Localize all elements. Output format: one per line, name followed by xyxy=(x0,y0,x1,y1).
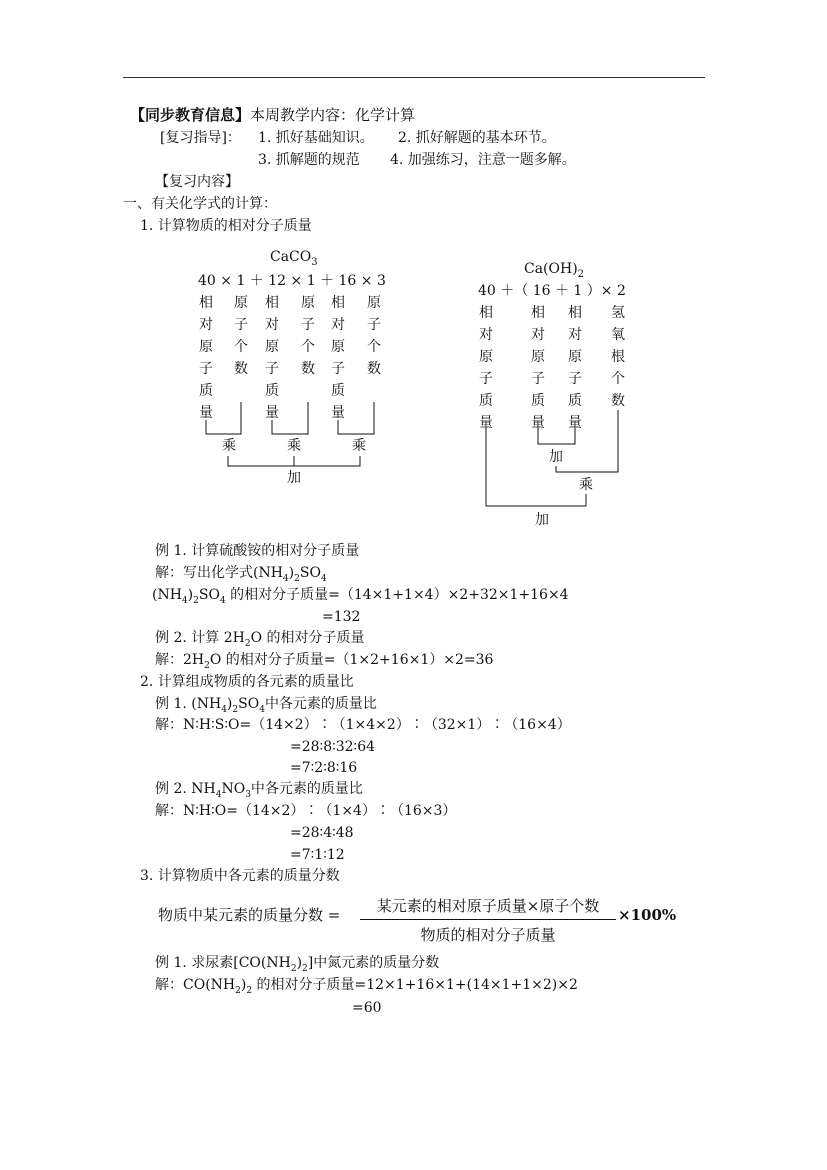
guide-item-3: 3. 抓解题的规范 xyxy=(258,152,360,168)
example-1-result: =132 xyxy=(322,609,361,625)
d1-col-5: 相 对 原 子 质 量 xyxy=(331,295,345,421)
formula-lhs: 物质中某元素的质量分数 = xyxy=(158,906,341,924)
d1-col-4: 原 子 个 数 xyxy=(301,295,315,377)
d2-col-3: 相 对 原 子 质 量 xyxy=(568,305,582,431)
subsection-2: 2. 计算组成物质的各元素的质量比 xyxy=(140,674,354,690)
review-content-label: 【复习内容】 xyxy=(155,174,239,190)
example-3-title: 例 1. $(NH_4)_2SO_4$中各元素的质量比 xyxy=(155,696,377,715)
lesson-content: 本周教学内容：化学计算 xyxy=(250,106,416,124)
d2-col-4: 氢 氧 根 个 数 xyxy=(611,305,625,409)
example-1-title: 例 1. 计算硫酸铵的相对分子质量 xyxy=(155,543,360,559)
formula-numerator: 某元素的相对原子质量×原子个数 xyxy=(376,897,600,915)
review-guide-label: [复习指导]： xyxy=(160,130,241,146)
d1-col-1: 相 对 原 子 质 量 xyxy=(199,295,213,421)
formula-tail: ×100% xyxy=(618,906,677,924)
formula-caoh2: $Ca(OH)_2$ xyxy=(524,261,585,280)
example-2-solution: 解：$2H_2O$ 的相对分子质量=（1×2+16×1）×2=36 xyxy=(155,652,494,671)
subsection-1: 1. 计算物质的相对分子质量 xyxy=(140,218,312,234)
example-5-solution: 解：$CO(NH_2)_2$ 的相对分子质量=12×1+16×1+(14×1+1×2)×2 xyxy=(155,977,578,996)
subsection-3: 3. 计算物质中各元素的质量分数 xyxy=(140,868,340,884)
d2-add-inner: 加 xyxy=(549,449,563,465)
d1-col-3: 相 对 原 子 质 量 xyxy=(265,295,279,421)
d2-mul: 乘 xyxy=(579,477,593,493)
d1-mul-2: 乘 xyxy=(287,438,301,454)
d1-bracket-1 xyxy=(206,402,241,434)
d2-col-1: 相 对 原 子 质 量 xyxy=(479,305,493,431)
guide-item-1: 1. 抓好基础知识。 xyxy=(258,130,374,146)
example-5-title: 例 1. 求尿素$[CO(NH_2)_2]$中氮元素的质量分数 xyxy=(155,955,440,974)
example-3-solution: 解：N∶H∶S∶O=（14×2）∶（1×4×2）∶（32×1）∶（16×4） xyxy=(155,717,571,733)
d1-col-6: 原 子 个 数 xyxy=(367,295,381,377)
example-1-step: 解：写出化学式$(NH_4)_2SO_4$ xyxy=(155,565,327,584)
example-4-result-1: =28∶4∶48 xyxy=(290,825,354,841)
d1-bracket-3 xyxy=(338,402,374,434)
d2-col-2: 相 对 原 子 质 量 xyxy=(531,305,545,431)
lesson-tag: 【同步教育信息】 xyxy=(130,106,251,124)
guide-item-2: 2. 抓好解题的基本环节。 xyxy=(398,130,556,146)
d1-bracket-2 xyxy=(272,402,308,434)
formula-fraction xyxy=(360,895,616,945)
example-3-result-2: =7∶2∶8∶16 xyxy=(290,760,358,776)
d2-bracket-outer xyxy=(486,428,586,506)
section-heading: 一、有关化学式的计算： xyxy=(123,196,277,212)
example-3-result-1: =28∶8∶32∶64 xyxy=(290,739,376,755)
guide-item-4: 4. 加强练习，注意一题多解。 xyxy=(390,152,576,168)
d2-add-outer: 加 xyxy=(535,512,549,528)
example-4-result-2: =7∶1∶12 xyxy=(290,847,345,863)
d1-add: 加 xyxy=(287,470,301,486)
caoh2-expression: 40 ＋（ 16 ＋ 1 ）× 2 xyxy=(478,283,626,299)
example-4-solution: 解：N∶H∶O=（14×2）∶（1×4）∶（16×3） xyxy=(155,803,457,819)
example-1-calc: $(NH_4)_2SO_4$ 的相对分子质量=（14×1+1×4）×2+32×1+16×4 xyxy=(152,587,569,606)
d2-bracket-inner xyxy=(538,428,575,444)
formula-denominator: 物质的相对分子质量 xyxy=(420,926,556,944)
caco3-expression: 40 × 1 ＋ 12 × 1 ＋ 16 × 3 xyxy=(198,273,386,289)
d2-bracket-mul xyxy=(556,410,618,472)
d1-mul-3: 乘 xyxy=(352,438,366,454)
formula-caco3: CaCO$_3$ xyxy=(270,249,318,268)
example-5-result: =60 xyxy=(352,1000,382,1016)
d1-col-2: 原 子 个 数 xyxy=(234,295,248,377)
example-2-title: 例 2. 计算 $2H_2O$ 的相对分子质量 xyxy=(155,630,365,649)
example-4-title: 例 2. $NH_4NO_3$中各元素的质量比 xyxy=(155,781,363,800)
d1-mul-1: 乘 xyxy=(222,438,236,454)
